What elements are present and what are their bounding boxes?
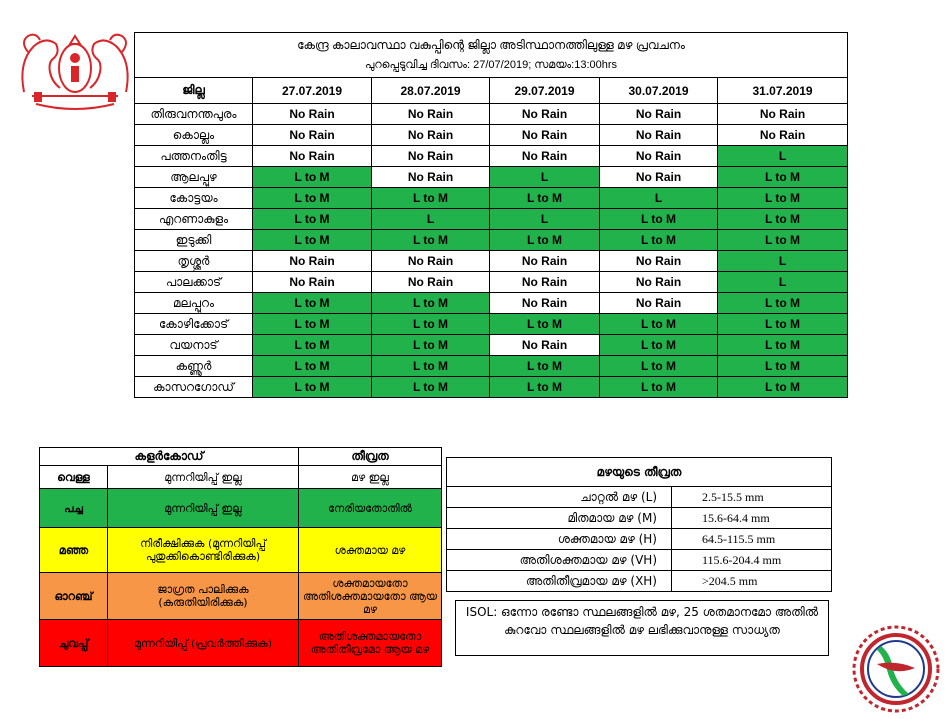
forecast-cell: No Rain: [372, 167, 490, 188]
date-header: 27.07.2019: [253, 78, 372, 104]
district-name: കണ്ണൂർ: [135, 356, 253, 377]
district-name: കാസറഗോഡ്: [135, 377, 253, 398]
legend-warning: ജാഗ്രത പാലിക്കുക (കരുതിയിരിക്കുക): [108, 573, 299, 620]
forecast-cell: L to M: [718, 314, 848, 335]
forecast-cell: No Rain: [372, 104, 490, 125]
forecast-title: കേന്ദ്ര കാലാവസ്ഥാ വകുപ്പിന്റെ ജില്ലാ അടിസ്ഥാനത്തിലുള്ള മഴ പ്രവചനം: [297, 38, 685, 52]
legend-color-name: പച്ച: [40, 489, 108, 528]
forecast-cell: L to M: [253, 167, 372, 188]
forecast-cell: L to M: [718, 209, 848, 230]
forecast-cell: No Rain: [372, 251, 490, 272]
forecast-cell: L: [490, 209, 600, 230]
forecast-cell: No Rain: [490, 104, 600, 125]
forecast-cell: L to M: [490, 377, 600, 398]
forecast-cell: No Rain: [490, 335, 600, 356]
forecast-cell: L: [718, 251, 848, 272]
forecast-cell: L to M: [372, 188, 490, 209]
forecast-cell: L to M: [253, 356, 372, 377]
forecast-cell: No Rain: [253, 251, 372, 272]
district-row: [135, 188, 848, 209]
forecast-cell: No Rain: [253, 146, 372, 167]
forecast-cell: L to M: [718, 335, 848, 356]
forecast-cell: No Rain: [490, 146, 600, 167]
intensity-row: [447, 508, 832, 529]
intensity-title: മഴയുടെ തീവ്രത: [447, 458, 832, 487]
legend-color-name: ഓറഞ്ച്: [40, 573, 108, 620]
date-header: 28.07.2019: [372, 78, 490, 104]
legend-intensity: ശക്തമായതോ അതിശക്തമായതോ ആയ മഴ: [299, 573, 442, 620]
issued-time: പുറപ്പെടുവിച്ച ദിവസം: 27/07/2019; സമയം:13:00hrs: [364, 59, 618, 71]
forecast-table: [134, 32, 848, 398]
forecast-cell: L to M: [718, 293, 848, 314]
intensity-range: 2.5-15.5 mm: [672, 487, 832, 508]
date-header: 29.07.2019: [490, 78, 600, 104]
forecast-cell: L to M: [372, 293, 490, 314]
intensity-range: 64.5-115.5 mm: [672, 529, 832, 550]
legend-intensity: നേരിയതോതിൽ: [299, 489, 442, 528]
rain-intensity-table: [446, 457, 832, 592]
intensity-category: ചാറ്റൽ മഴ (L): [447, 487, 672, 508]
district-row: [135, 272, 848, 293]
forecast-cell: L to M: [718, 167, 848, 188]
intensity-category: മിതമായ മഴ (M): [447, 508, 672, 529]
district-row: [135, 335, 848, 356]
district-name: കോഴിക്കോട്: [135, 314, 253, 335]
forecast-cell: L to M: [718, 230, 848, 251]
forecast-cell: L to M: [372, 314, 490, 335]
forecast-cell: L: [718, 272, 848, 293]
forecast-cell: L: [372, 209, 490, 230]
intensity-category: അതിതീവ്രമായ മഴ (XH): [447, 571, 672, 592]
forecast-cell: L to M: [253, 335, 372, 356]
forecast-cell: L: [600, 188, 718, 209]
district-row: [135, 230, 848, 251]
intensity-range: 115.6-204.4 mm: [672, 550, 832, 571]
forecast-cell: No Rain: [600, 104, 718, 125]
district-name: പത്തനംതിട്ട: [135, 146, 253, 167]
kerala-emblem-icon: [14, 22, 136, 114]
legend-intensity: മഴ ഇല്ല: [299, 466, 442, 489]
legend-warning: മുന്നറിയിപ്പ് ഇല്ല: [108, 466, 299, 489]
intensity-range: 15.6-64.4 mm: [672, 508, 832, 529]
district-row: [135, 104, 848, 125]
forecast-cell: L to M: [253, 377, 372, 398]
forecast-cell: No Rain: [600, 125, 718, 146]
district-row: [135, 356, 848, 377]
forecast-cell: No Rain: [490, 125, 600, 146]
district-name: എറണാകുളം: [135, 209, 253, 230]
legend-warning: മുന്നറിയിപ്പ് (പ്രവർത്തിക്കുക): [108, 620, 299, 667]
legend-intensity: ശക്തമായ മഴ: [299, 528, 442, 573]
district-row: [135, 293, 848, 314]
forecast-cell: No Rain: [600, 251, 718, 272]
district-row: [135, 125, 848, 146]
legend-warning: നിരീക്ഷിക്കുക (മുന്നറിയിപ്പ് പുതുക്കികൊണ്ടിരിക്കുക): [108, 528, 299, 573]
forecast-cell: L to M: [718, 356, 848, 377]
forecast-cell: No Rain: [600, 146, 718, 167]
legend-row: [40, 573, 442, 620]
district-name: ഇടുക്കി: [135, 230, 253, 251]
forecast-cell: L to M: [372, 335, 490, 356]
forecast-cell: No Rain: [600, 293, 718, 314]
forecast-cell: L to M: [372, 377, 490, 398]
intensity-row: [447, 571, 832, 592]
legend-intensity: അതിശക്തമായതോ അതിതീവ്രമോ ആയ മഴ: [299, 620, 442, 667]
forecast-cell: No Rain: [490, 272, 600, 293]
forecast-cell: L to M: [600, 335, 718, 356]
forecast-cell: L to M: [490, 314, 600, 335]
intensity-category: ശക്തമായ മഴ (H): [447, 529, 672, 550]
intensity-row: [447, 487, 832, 508]
forecast-cell: L to M: [490, 188, 600, 209]
forecast-cell: L to M: [372, 230, 490, 251]
legend-color-name: മഞ്ഞ: [40, 528, 108, 573]
legend-intensity-header: തീവ്രത: [299, 448, 442, 466]
district-row: [135, 377, 848, 398]
legend-row: [40, 528, 442, 573]
district-name: തൃശ്ശൂർ: [135, 251, 253, 272]
forecast-cell: L: [490, 167, 600, 188]
legend-warning: മുന്നറിയിപ്പ് ഇല്ല: [108, 489, 299, 528]
intensity-row: [447, 529, 832, 550]
forecast-cell: No Rain: [718, 125, 848, 146]
district-name: വയനാട്: [135, 335, 253, 356]
district-name: പാലക്കാട്: [135, 272, 253, 293]
forecast-cell: L to M: [253, 293, 372, 314]
forecast-cell: No Rain: [490, 293, 600, 314]
forecast-cell: No Rain: [372, 146, 490, 167]
intensity-row: [447, 550, 832, 571]
district-row: [135, 167, 848, 188]
legend-color-name: വെള്ള: [40, 466, 108, 489]
intensity-range: >204.5 mm: [672, 571, 832, 592]
district-header: ജില്ല: [135, 78, 253, 104]
forecast-cell: No Rain: [490, 251, 600, 272]
forecast-cell: L to M: [600, 356, 718, 377]
forecast-cell: No Rain: [253, 125, 372, 146]
forecast-cell: L to M: [490, 356, 600, 377]
forecast-cell: No Rain: [253, 104, 372, 125]
forecast-cell: L to M: [253, 209, 372, 230]
forecast-cell: L to M: [490, 230, 600, 251]
district-row: [135, 209, 848, 230]
legend-row: [40, 620, 442, 667]
disaster-management-logo-icon: [851, 624, 941, 714]
forecast-cell: No Rain: [718, 104, 848, 125]
forecast-cell: L to M: [253, 230, 372, 251]
forecast-cell: No Rain: [372, 272, 490, 293]
forecast-cell: No Rain: [372, 125, 490, 146]
forecast-cell: L to M: [600, 314, 718, 335]
forecast-cell: L to M: [718, 377, 848, 398]
isol-note: ISOL: ഒന്നോ രണ്ടോ സ്ഥലങ്ങളിൽ മഴ, 25 ശതമാനമോ അതിൽ കുറവോ സ്ഥലങ്ങളിൽ മഴ ലഭിക്കുവാനുള്ള സാധ്യത: [455, 600, 829, 656]
district-name: കൊല്ലം: [135, 125, 253, 146]
district-row: [135, 314, 848, 335]
forecast-cell: L to M: [718, 188, 848, 209]
district-name: കോട്ടയം: [135, 188, 253, 209]
district-name: മലപ്പുറം: [135, 293, 253, 314]
forecast-cell: L to M: [600, 377, 718, 398]
forecast-cell: L to M: [600, 209, 718, 230]
forecast-cell: L to M: [372, 356, 490, 377]
forecast-cell: No Rain: [253, 272, 372, 293]
date-header: 31.07.2019: [718, 78, 848, 104]
legend-color-name: ചുവപ്പ്: [40, 620, 108, 667]
color-code-legend: [39, 447, 442, 667]
forecast-cell: No Rain: [600, 272, 718, 293]
intensity-category: അതിശക്തമായ മഴ (VH): [447, 550, 672, 571]
district-row: [135, 251, 848, 272]
forecast-cell: L to M: [600, 230, 718, 251]
legend-row: [40, 466, 442, 489]
forecast-cell: L to M: [253, 314, 372, 335]
forecast-cell: L to M: [253, 188, 372, 209]
district-row: [135, 146, 848, 167]
date-header: 30.07.2019: [600, 78, 718, 104]
legend-row: [40, 489, 442, 528]
district-name: തിരുവനന്തപുരം: [135, 104, 253, 125]
forecast-cell: L: [718, 146, 848, 167]
forecast-cell: No Rain: [600, 167, 718, 188]
district-name: ആലപ്പുഴ: [135, 167, 253, 188]
legend-color-code-header: കളർകോഡ്: [40, 448, 299, 466]
forecast-title-cell: [135, 33, 848, 78]
